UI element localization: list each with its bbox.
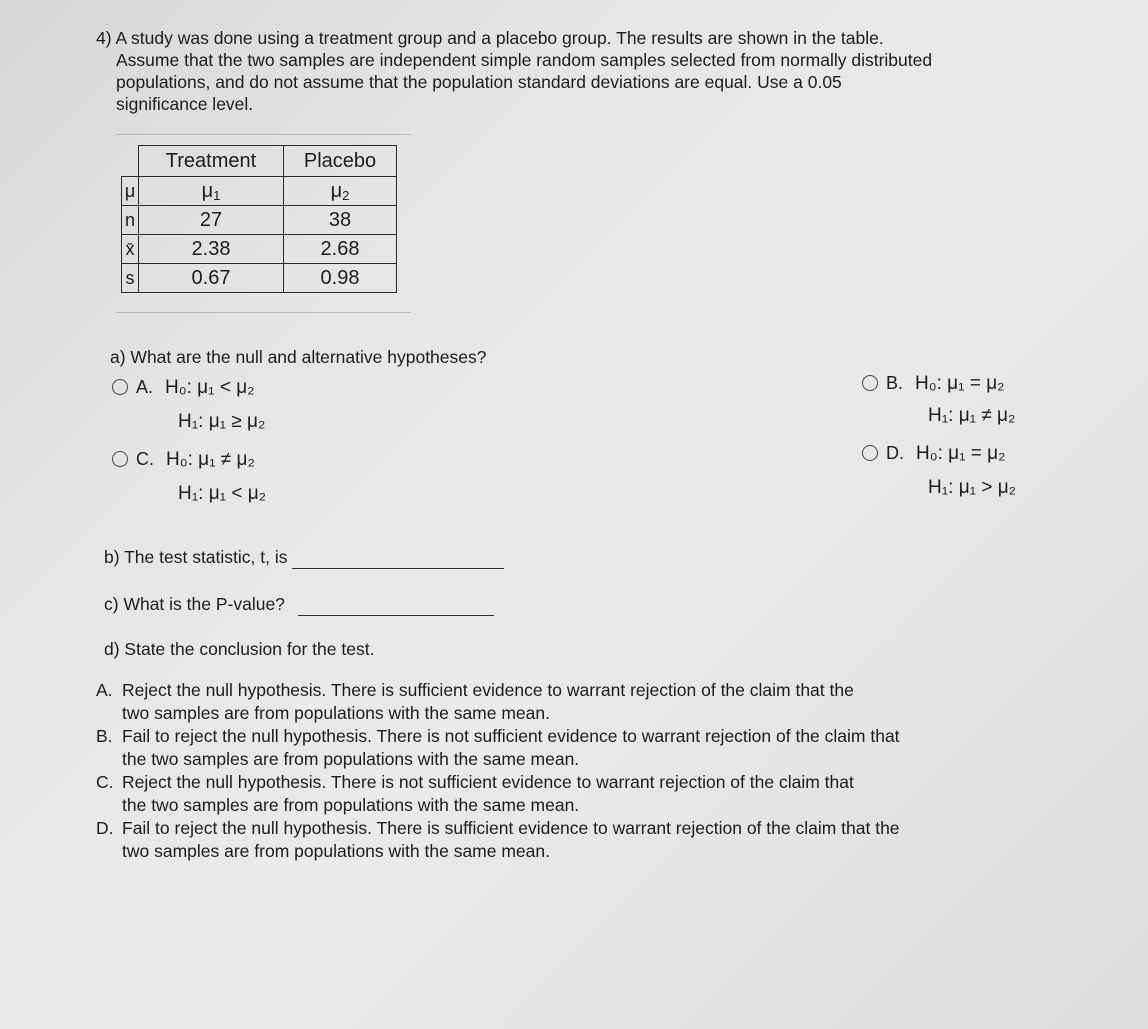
row-label: n [122, 206, 139, 235]
table-cell: 0.98 [284, 264, 397, 293]
conclusion-choice-d[interactable]: D. Fail to reject the null hypothesis. There is sufficient evidence to warrant rejection of the claim that the two samples are from populations with the same mean. [96, 818, 900, 861]
part-b-prompt: b) The test statistic, t, is [104, 547, 288, 567]
option-b-h1: H₁: μ₁ ≠ μ₂ [928, 405, 1016, 426]
question-line-2: Assume that the two samples are independent simple random samples selected from normally distributed [116, 50, 933, 70]
conclusion-choices [96, 679, 1076, 863]
question-line-4: significance level. [116, 94, 254, 114]
choice-letter: D. [96, 818, 114, 838]
table-corner [122, 146, 139, 177]
option-letter: A. [136, 377, 154, 397]
option-c-h1: H₁: μ₁ < μ₂ [178, 483, 267, 504]
table-cell: $\mu_1$ [139, 177, 284, 206]
table-cell: 2.68 [284, 235, 397, 264]
test-statistic-blank[interactable] [292, 547, 504, 569]
table-cell: 0.67 [139, 264, 284, 293]
table-cell: $\mu_2$ [284, 177, 397, 206]
option-a[interactable] [112, 377, 255, 399]
radio-option-b[interactable] [862, 375, 878, 391]
option-letter: B. [886, 373, 904, 393]
question-number: 4) [96, 28, 112, 48]
part-b [104, 547, 504, 569]
question-text [96, 27, 1046, 115]
table-row [122, 235, 397, 264]
table-header-placebo: Placebo [284, 146, 397, 177]
option-b[interactable] [862, 373, 1005, 395]
option-a-h0: H₀: μ₁ < μ₂ [165, 377, 255, 398]
option-d-h0: H₀: μ₁ = μ₂ [916, 443, 1006, 464]
divider-top [116, 134, 411, 135]
option-d[interactable] [862, 443, 1006, 465]
option-letter: D. [886, 443, 904, 463]
radio-option-d[interactable] [862, 445, 878, 461]
option-c-h0: H₀: μ₁ ≠ μ₂ [166, 449, 255, 470]
data-table [121, 145, 397, 293]
table-cell: 27 [139, 206, 284, 235]
p-value-blank[interactable] [298, 594, 494, 616]
radio-option-c[interactable] [112, 451, 128, 467]
choice-letter: C. [96, 772, 114, 792]
row-label: s [122, 264, 139, 293]
conclusion-choice-c[interactable]: C. Reject the null hypothesis. There is not sufficient evidence to warrant rejection of the claim that the two samples are from populations with the same mean. [96, 772, 854, 815]
part-c [104, 594, 494, 616]
table-row [122, 177, 397, 206]
table-header-treatment: Treatment [139, 146, 284, 177]
option-b-h0: H₀: μ₁ = μ₂ [915, 373, 1005, 394]
radio-option-a[interactable] [112, 379, 128, 395]
choice-letter: B. [96, 726, 113, 746]
part-a-prompt: a) What are the null and alternative hypotheses? [110, 347, 487, 367]
option-d-h1: H₁: μ₁ > μ₂ [928, 477, 1017, 498]
option-letter: C. [136, 449, 154, 469]
table-row [122, 206, 397, 235]
option-c[interactable] [112, 449, 255, 471]
conclusion-choice-b[interactable]: B. Fail to reject the null hypothesis. There is not sufficient evidence to warrant rejection of the claim that the two samples are from populations with the same mean. [96, 726, 900, 769]
table-row [122, 264, 397, 293]
table-header-row [122, 146, 397, 177]
question-line-1: 4) A study was done using a treatment group and a placebo group. The results are shown in the table. [96, 28, 884, 48]
option-a-h1: H₁: μ₁ ≥ μ₂ [178, 411, 266, 432]
row-label: x̄ [122, 235, 139, 264]
conclusion-choice-a[interactable]: A. Reject the null hypothesis. There is sufficient evidence to warrant rejection of the claim that the two samples are from populations with the same mean. [96, 680, 854, 723]
question-line-3: populations, and do not assume that the population standard deviations are equal. Use a 0.05 [116, 72, 842, 92]
row-label: μ [122, 177, 139, 206]
part-d-prompt: d) State the conclusion for the test. [104, 639, 375, 659]
divider-bottom [116, 312, 411, 313]
choice-letter: A. [96, 680, 113, 700]
table-cell: 2.38 [139, 235, 284, 264]
table-cell: 38 [284, 206, 397, 235]
part-c-prompt: c) What is the P-value? [104, 594, 285, 614]
